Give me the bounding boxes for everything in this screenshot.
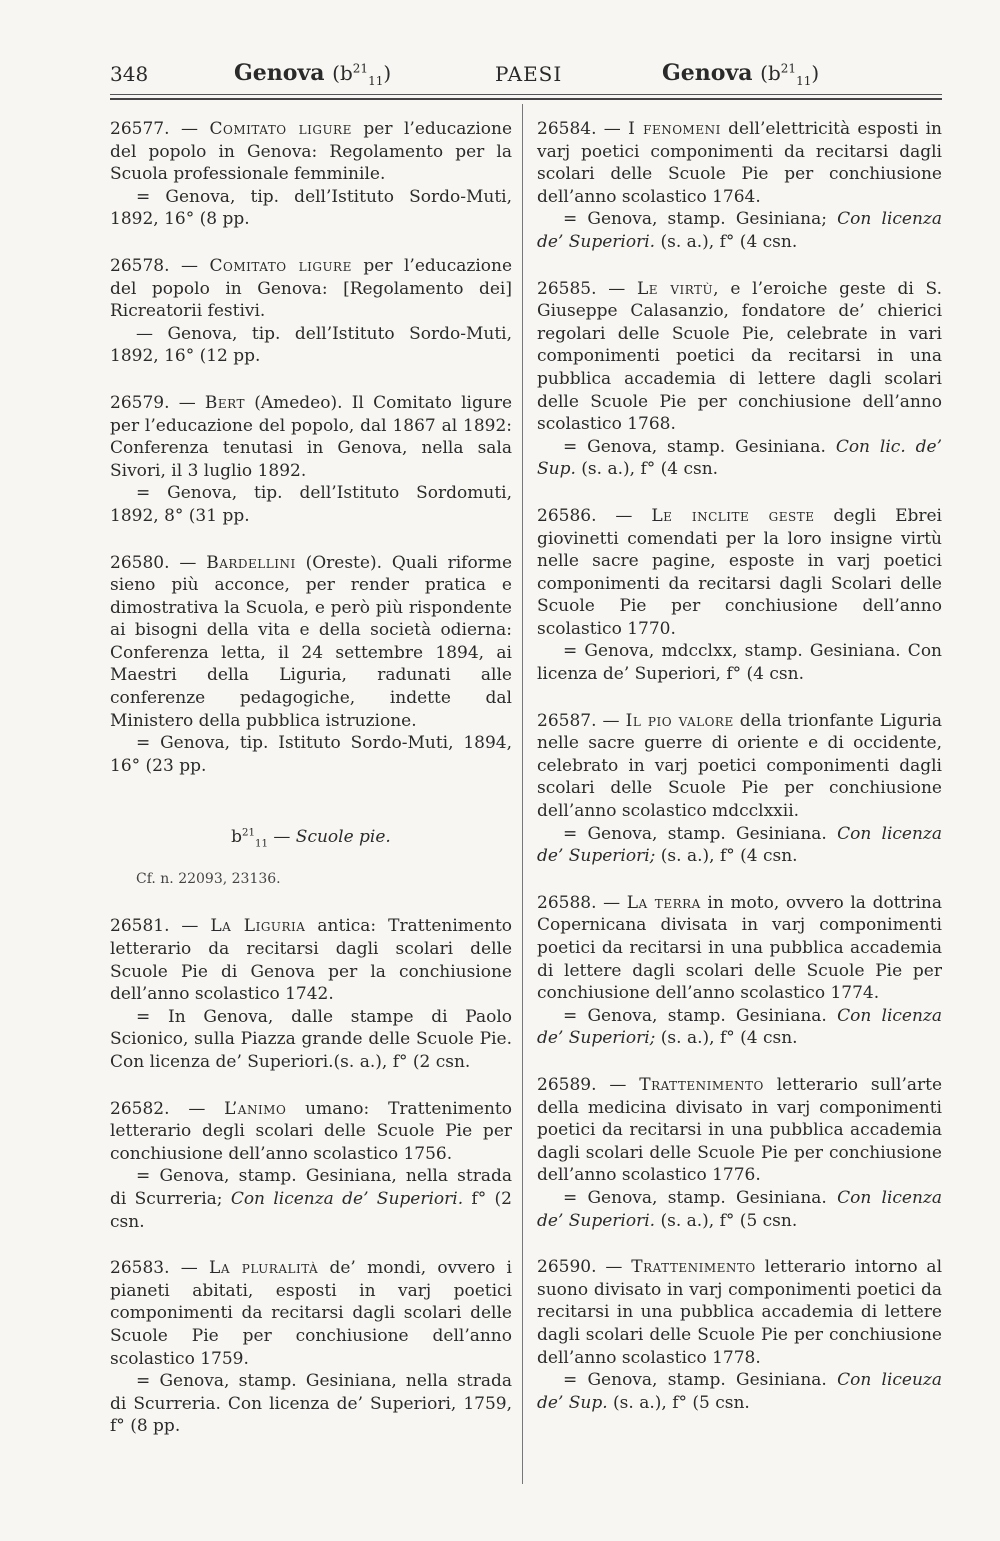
entry-text: 26583. — La pluralità de’ mondi, ovvero i pianeti abitati, esposti in varj poetici componimenti da recitarsi dagli scolari delle Scuole Pie per conchiusione dell’anno scolastico 1759. — [110, 1258, 512, 1369]
entry-text: 26590. — Trattenimento letterario intorno al suono divisato in varj componimenti poetici da recitarsi in una pubblica accademia di lettere dagli scolari delle Scuole Pie per conchiusione dell’anno scolastico 1778. — [537, 1257, 943, 1368]
entry-heading: Le inclite geste — [651, 505, 815, 526]
entry-imprint — [537, 1369, 942, 1414]
imprint-text: = Genova, stamp. Gesiniana, nella strada di Scurreria; — [110, 1166, 512, 1209]
imprint-format: f° (2 csn. — [110, 1188, 512, 1232]
catalog-entry — [110, 118, 512, 231]
entry-heading: La Liguria — [210, 916, 306, 937]
imprint-license: Con licenza de’ Superiori. — [537, 209, 943, 252]
entry-imprint — [110, 732, 512, 777]
imprint-format: (s. a.), f° (4 csn. — [655, 1028, 798, 1049]
entry-number: 26582. — [110, 1098, 170, 1119]
catalog-entry — [110, 255, 512, 368]
imprint-text: = Genova, stamp. Gesiniana. — [563, 436, 836, 457]
entry-number: 26590. — [537, 1257, 597, 1278]
imprint-text: = Genova, mdcclxx, stamp. Gesiniana. Con licenza de’ Superiori, f° (4 csn. — [537, 641, 942, 685]
header-rule-thin — [110, 94, 942, 95]
entry-description: in moto, ovvero la dottrina Copernicana divisata in varj componimenti poetici da recitarsi in una pubblica accademia di lettere dagli scolari delle Scuole Pie per conchiusione dell’anno scolastico 1774. — [537, 892, 942, 1004]
entry-text: 26586. — Le inclite geste degli Ebrei giovinetti comendati per la loro insigne virtù nelle sacre pagine, esposte in varj poetici componimenti da recitarsi dagli Scolari delle Scuole Pie per conchiusione dell’anno scolastico 1770. — [537, 505, 942, 639]
right-column — [537, 118, 942, 1438]
entry-text: 26588. — La terra in moto, ovvero la dottrina Copernicana divisata in varj componimenti poetici da recitarsi in una pubblica accademia di lettere dagli scolari delle Scuole Pie per conchiusione dell’anno scolastico 1774. — [537, 892, 942, 1004]
imprint-text: = Genova, stamp. Gesiniana. — [563, 823, 838, 844]
entry-description: dell’elettricità esposti in varj poetici componimenti da recitarsi dagli scolari delle Scuole Pie per conchiusione dell’anno scolastico 1764. — [537, 119, 942, 207]
entry-heading: Le virtù — [637, 278, 714, 299]
catalog-entry — [537, 710, 942, 868]
entry-heading: I fenomeni — [628, 119, 721, 139]
imprint-text: = Genova, tip. dell’Istituto Sordo-Muti, 1892, 16° (8 pp. — [110, 186, 512, 230]
catalog-entry — [110, 1257, 512, 1438]
entry-number: 26588. — [537, 892, 597, 913]
entry-imprint — [537, 436, 942, 481]
catalog-entry — [537, 278, 942, 481]
imprint-license: Con licenza de’ Superiori; — [537, 823, 943, 867]
imprint-license: Con licenza de’ Superiori. — [537, 1187, 943, 1231]
imprint-text: = Genova, stamp. Gesiniana; — [563, 209, 838, 230]
imprint-license: Con lic. de’ Sup. — [537, 436, 942, 480]
imprint-text: = In Genova, dalle stampe di Paolo Scionico, sulla Piazza grande delle Scuole Pie. Con licenza de’ Superiori.(s. a.), f° (2 csn. — [110, 1006, 512, 1072]
catalog-entry — [537, 892, 942, 1050]
entry-text: 26584. — I fenomeni dell’elettricità esposti in varj poetici componimenti da recitarsi dagli scolari delle Scuole Pie per conchiusione dell’anno scolastico 1764. — [537, 119, 942, 207]
header-left-code: $(b^{21}_{11})$ — [332, 61, 392, 88]
entry-description: letterario intorno al suono divisato in varj componimenti poetici da recitarsi in una pubblica accademia di lettere dagli scolari delle Scuole Pie per conchiusione dell’anno scolastico 1778. — [537, 1257, 943, 1368]
header-right-code: $(b^{21}_{11})$ — [760, 61, 820, 88]
entry-number: 26586. — [537, 505, 597, 526]
entry-text: 26589. — Trattenimento letterario sull’arte della medicina divisato in varj componimenti poetici da recitarsi in una pubblica accademia dagli scolari delle Scuole Pie per conchiusione dell’anno scolastico 1776. — [537, 1074, 942, 1186]
imprint-text: = Genova, stamp. Gesiniana. — [563, 1005, 838, 1026]
catalog-entry — [537, 118, 942, 254]
entry-number: 26578. — [110, 255, 170, 276]
entry-text: 26585. — Le virtù, e l’eroiche geste di S. Giuseppe Calasanzio, fondatore de’ chierici regolari delle Scuole Pie, celebrate in vari componimenti poetici da recitarsi in una pubblica accademia di lettere dagli scolari delle Scuole Pie per conchiusione dell’anno scolastico 1768. — [537, 278, 942, 435]
entry-description: della trionfante Liguria nelle sacre guerre di oriente e di occidente, celebrato in varj poetici componimenti dagli scolari delle Scuole Pie per conchiusione dell’anno scolastico mdcclxxii. — [537, 710, 942, 822]
header-left-title: Genova $(b^{21}_{11})$ — [234, 60, 392, 88]
imprint-license: Con liceuza de’ Sup. — [537, 1370, 943, 1413]
imprint-text: = Genova, tip. dell’Istituto Sordomuti, 1892, 8° (31 pp. — [110, 483, 512, 526]
entry-description: antica: Trattenimento letterario da recitarsi dagli scolari delle Scuole Pie di Genova per la conchiusione dell’anno scolastico 1742. — [110, 916, 513, 1005]
entry-number: 26589. — [537, 1074, 597, 1095]
entry-heading: Bert — [204, 392, 245, 413]
entry-imprint — [110, 1370, 512, 1438]
catalog-entry — [110, 1098, 512, 1234]
entry-heading: Trattenimento — [631, 1257, 756, 1278]
catalog-entry — [537, 505, 942, 686]
entry-imprint — [110, 323, 512, 368]
entry-heading: L’animo — [224, 1098, 287, 1119]
header-rule-thick — [110, 98, 942, 100]
entry-imprint — [110, 482, 512, 527]
imprint-format: (s. a.), f° (4 csn. — [655, 846, 798, 867]
entry-number: 26587. — [537, 710, 597, 731]
entry-text: 26577. — Comitato ligure per l’educazione del popolo in Genova: Regolamento per la Scuola professionale femminile. — [110, 119, 513, 185]
entry-heading: Bardellini — [206, 552, 296, 573]
imprint-format: (s. a.), f° (5 csn. — [655, 1210, 798, 1231]
entry-number: 26585. — [537, 278, 597, 299]
entry-heading: Comitato ligure — [209, 119, 352, 139]
entry-imprint — [537, 640, 942, 685]
imprint-format: (s. a.), f° (4 csn. — [655, 231, 798, 252]
entry-text: 26578. — Comitato ligure per l’educazione del popolo in Genova: [Regolamento dei] Ricreatorii festivi. — [110, 255, 513, 322]
entry-description: per l’educazione del popolo in Genova: [Regolamento dei] Ricreatorii festivi. — [110, 255, 513, 322]
imprint-text: = Genova, tip. Istituto Sordo-Muti, 1894, 16° (23 pp. — [110, 733, 512, 776]
imprint-format: (s. a.), f° (4 csn. — [575, 459, 719, 480]
entry-imprint — [537, 1005, 942, 1050]
entry-number: 26583. — [110, 1258, 170, 1279]
entry-number: 26584. — [537, 119, 597, 139]
entry-imprint — [110, 186, 512, 231]
entry-heading: Comitato ligure — [209, 255, 352, 276]
entry-number: 26579. — [110, 392, 170, 413]
entry-text: 26581. — La Liguria antica: Trattenimento letterario da recitarsi dagli scolari delle Scuole Pie di Genova per la conchiusione dell’anno scolastico 1742. — [110, 916, 513, 1005]
entry-description: de’ mondi, ovvero i pianeti abitati, esposti in varj poetici componimenti da recitarsi dagli scolari delle Scuole Pie per conchiusione dell’anno scolastico 1759. — [110, 1258, 512, 1369]
entry-heading: Trattenimento — [639, 1074, 764, 1095]
catalog-entry — [537, 1256, 942, 1414]
catalog-entry — [110, 915, 512, 1073]
entry-heading: La pluralità — [209, 1258, 319, 1279]
imprint-license: Con licenza de’ Superiori. — [230, 1188, 464, 1209]
entry-description: , e l’eroiche geste di S. Giuseppe Calasanzio, fondatore de’ chierici regolari delle Scuole Pie, celebrate in vari componimenti poetici da recitarsi in una pubblica accademia di lettere dagli scolari delle Scuole Pie per conchiusione dell’anno scolastico 1768. — [537, 278, 942, 435]
entry-description: per l’educazione del popolo in Genova: Regolamento per la Scuola professionale femminile. — [110, 119, 513, 185]
imprint-format: (s. a.), f° (5 csn. — [607, 1392, 750, 1413]
entry-description: degli Ebrei giovinetti comendati per la loro insigne virtù nelle sacre pagine, esposte in varj poetici componimenti da recitarsi dagli Scolari delle Scuole Pie per conchiusione dell’anno scolastico 1770. — [537, 505, 942, 639]
entry-heading: La terra — [626, 892, 701, 913]
entry-description: letterario sull’arte della medicina divisato in varj componimenti poetici da recitarsi in una pubblica accademia dagli scolari delle Scuole Pie per conchiusione dell’anno scolastico 1776. — [537, 1074, 942, 1186]
entry-imprint — [537, 1187, 942, 1232]
entry-number: 26581. — [110, 916, 170, 937]
catalog-entry — [110, 392, 512, 528]
left-column — [110, 118, 512, 1462]
header-right-title: Genova $(b^{21}_{11})$ — [662, 60, 820, 88]
cross-reference: Cf. n. 22093, 23136. — [136, 871, 281, 888]
entry-number: 26580. — [110, 552, 170, 573]
entry-description: (Amedeo). Il Comitato ligure per l’educazione del popolo, dal 1867 al 1892: Conferenza tenutasi in Genova, nella sala Sivori, il 3 luglio 1892. — [110, 392, 513, 481]
imprint-license: Con licenza de’ Superiori; — [537, 1005, 943, 1049]
entry-text: 26582. — L’animo umano: Trattenimento letterario degli scolari delle Scuole Pie per conchiusione dell’anno scolastico 1756. — [110, 1098, 512, 1164]
entry-description: umano: Trattenimento letterario degli scolari delle Scuole Pie per conchiusione dell’anno scolastico 1756. — [110, 1098, 512, 1164]
entry-text: 26580. — Bardellini (Oreste). Quali riforme sieno più acconce, per render pratica e dimostrativa la Scuola, e però più rispondente ai bisogni della vita e della società odierna: Conferenza letta, il 24 settembre 1894, ai Maestri della Liguria, radunati alle conferenze pedagogiche, indette dal Ministero della pubblica istruzione. — [110, 552, 513, 731]
entry-imprint — [537, 823, 942, 868]
page-number: 348 — [110, 62, 149, 86]
entry-description: (Oreste). Quali riforme sieno più acconce, per render pratica e dimostrativa la Scuola, e però più rispondente ai bisogni della vita e della società odierna: Conferenza letta, il 24 settembre 1894, ai Maestri della Liguria, radunati alle conferenze pedagogiche, indette dal Ministero della pubblica istruzione. — [110, 552, 513, 731]
running-header — [110, 58, 942, 90]
imprint-text: — Genova, tip. dell’Istituto Sordo-Muti, 1892, 16° (12 pp. — [110, 323, 512, 367]
entry-number: 26577. — [110, 119, 170, 139]
imprint-text: = Genova, stamp. Gesiniana. — [563, 1370, 838, 1391]
entry-imprint — [110, 1006, 512, 1074]
section-title: Scuole pie. — [295, 827, 391, 848]
section-heading: $b^{21}_{11}$ — Scuole pie. — [231, 827, 391, 850]
entry-text: 26587. — Il pio valore della trionfante Liguria nelle sacre guerre di oriente e di occidente, celebrato in varj poetici componimenti dagli scolari delle Scuole Pie per conchiusione dell’anno scolastico mdcclxxii. — [537, 710, 942, 822]
catalog-entry — [110, 552, 512, 778]
imprint-text: = Genova, stamp. Gesiniana. — [563, 1187, 838, 1208]
catalog-entry — [537, 1074, 942, 1232]
entry-imprint — [110, 1165, 512, 1233]
entry-imprint — [537, 208, 942, 253]
entry-heading: Il pio valore — [625, 710, 734, 731]
entry-text: 26579. — Bert (Amedeo). Il Comitato ligure per l’educazione del popolo, dal 1867 al 1892: Conferenza tenutasi in Genova, nella sala Sivori, il 3 luglio 1892. — [110, 392, 513, 481]
column-divider — [522, 104, 523, 1484]
header-center-title: PAESI — [495, 62, 563, 86]
imprint-text: = Genova, stamp. Gesiniana, nella strada di Scurreria. Con licenza de’ Superiori, 1759, f° (8 pp. — [110, 1371, 512, 1437]
